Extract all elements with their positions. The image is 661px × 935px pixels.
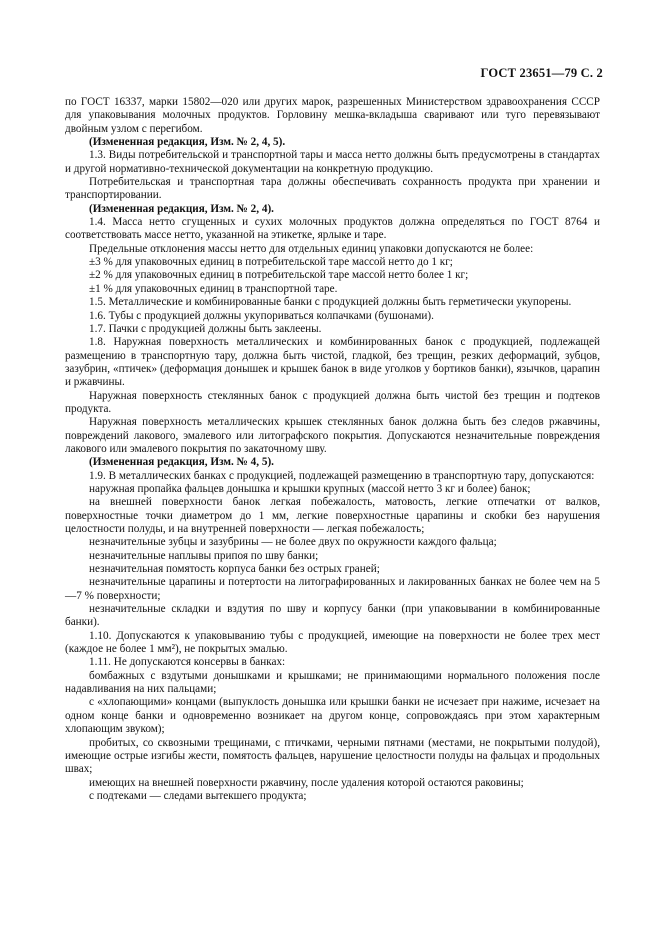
paragraph: Потребительская и транспортная тара должны обеспечивать сохранность продукта при хранении и транспортировании. [65, 176, 600, 202]
page-header: ГОСТ 23651—79 С. 2 [480, 66, 603, 80]
document-body [65, 96, 600, 803]
paragraph: 1.7. Пачки с продукцией должны быть заклеены. [89, 322, 322, 335]
paragraph: незначительные зубцы и зазубрины — не более двух по окружности каждого фальца; [89, 536, 497, 549]
paragraph: Наружная поверхность металлических крышек стеклянных банок должна быть без следов ржавчины, повреждений лакового, эмалевого или литографского покрытия. Допускаются незначительные повреждения лакового или эмалевого покрытия по закаточному шву. [65, 416, 600, 455]
paragraph: незначительные складки и вздутия по шву и корпусу банки (при упаковывании в комбинированные банки). [65, 603, 600, 629]
paragraph: незначительная помятость корпуса банки без острых граней; [89, 563, 380, 576]
paragraph: 1.8. Наружная поверхность металлических и комбинированных банок с продукцией, подлежащей размещению в транспортную тару, должна быть чистой, гладкой, без трещин, резких деформаций, зубцов, зазубрин, «птичек» (деформация донышек и крышек банок в виде уголков у бортиков банки), язычков, царапин и ржавчины. [65, 336, 600, 389]
paragraph: Предельные отклонения массы нетто для отдельных единиц упаковки допускаются не более: [89, 242, 534, 255]
paragraph: незначительные царапины и потертости на литографированных и лакированных банках не более чем на 5—7 % поверхности; [65, 576, 600, 602]
paragraph: бомбажных с вздутыми донышками и крышками; не принимающими нормального положения после надавливания на них пальцами; [65, 669, 600, 696]
paragraph: 1.9. В металлических банках с продукцией, подлежащей размещению в транспортную тару, допускаются: [89, 469, 595, 482]
paragraph: 1.11. Не допускаются консервы в банках: [89, 656, 286, 669]
paragraph: 1.5. Металлические и комбинированные банки с продукцией должны быть герметически укупорены. [89, 296, 572, 309]
paragraph: по ГОСТ 16337, марки 15802—020 или других марок, разрешенных Министерством здравоохранения СССР для упаковывания молочных продуктов. Горловину мешка-вкладыша сваривают или туго перевязывают двойным узлом с перегибом. [65, 96, 600, 135]
amendment-note: (Измененная редакция, Изм. № 2, 4). [89, 202, 274, 215]
paragraph: Наружная поверхность стеклянных банок с продукцией должна быть чистой без трещин и подтеков продукта. [65, 389, 600, 415]
paragraph: 1.4. Масса нетто сгущенных и сухих молочных продуктов должна определяться по ГОСТ 8764 и соответствовать массе нетто, указанной на этикетке, ярлыке и таре. [65, 216, 600, 242]
paragraph: 1.6. Тубы с продукцией должны укупориваться колпачками (бушонами). [89, 309, 434, 322]
paragraph: ±2 % для упаковочных единиц в потребительской таре массой нетто более 1 кг; [89, 269, 469, 282]
paragraph: 1.10. Допускаются к упаковыванию тубы с продукцией, имеющие на поверхности не более трех мест (каждое не более 1 мм²), не покрытых эмалью. [65, 629, 600, 656]
amendment-note: (Измененная редакция, Изм. № 2, 4, 5). [89, 136, 286, 149]
paragraph: на внешней поверхности банок легкая побежалость, матовость, легкие отпечатки от валков, поверхностные точки диаметром до 1 мм, легкие поверхностные царапины и скобки без нарушения целостности полуды, и на внутренней поверхности — легкая побежалость; [65, 496, 600, 535]
paragraph: 1.3. Виды потребительской и транспортной тары и масса нетто должны быть предусмотрены в стандартах и другой нормативно-технической документации на конкретную продукцию. [65, 149, 600, 175]
paragraph: ±1 % для упаковочных единиц в транспортной таре. [89, 282, 338, 295]
paragraph: имеющих на внешней поверхности ржавчину, после удаления которой остаются раковины; [89, 776, 524, 789]
amendment-note: (Измененная редакция, Изм. № 4, 5). [89, 456, 274, 469]
paragraph: пробитых, со сквозными трещинами, с птичками, черными пятнами (местами, не покрытыми полудой), имеющие острые изгибы жести, помятость фальцев, нарушение целостности полуды на фальцах и продольных швах; [65, 736, 600, 776]
paragraph: наружная пропайка фальцев донышка и крышки крупных (массой нетто 3 кг и более) банок; [89, 482, 531, 495]
paragraph: с подтеками — следами вытекшего продукта; [89, 789, 307, 802]
paragraph: ±3 % для упаковочных единиц в потребительской таре массой нетто до 1 кг; [89, 256, 453, 269]
paragraph: незначительные наплывы припоя по шву банки; [89, 549, 319, 562]
paragraph: с «хлопающими» концами (выпуклость донышка или крышки банки не исчезает при нажиме, исчезает на одном конце банки и одновременно возникает на другом конце, сопровождаясь при этом характерным хлопающим звуком); [65, 696, 600, 736]
